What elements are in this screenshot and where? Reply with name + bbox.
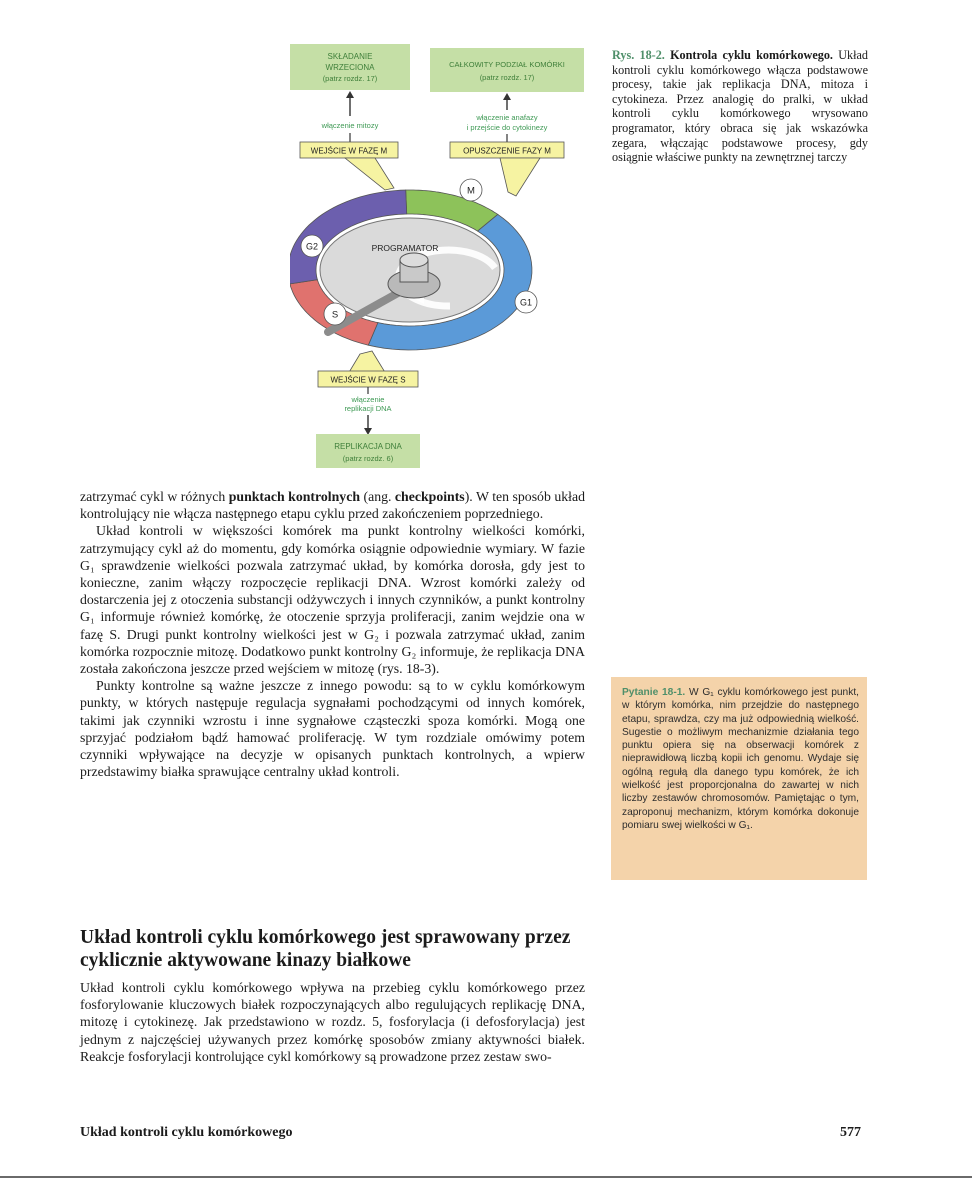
paragraph-1: zatrzymać cykl w różnych punktach kontrolnych (ang. checkpoints). W ten sposób układ kontrolujący nie włącza następnego etapu cyklu przed zakończeniem poprzedniego. (80, 489, 585, 522)
page-number: 577 (840, 1125, 861, 1140)
spindle-box-line2: WRZECIONA (325, 63, 375, 72)
cell-division-box (430, 48, 584, 92)
caption-label: Rys. 18-2. (612, 48, 665, 62)
spindle-box-line1: SKŁADANIE (327, 52, 373, 61)
replication-trigger-label-1: włączenie (351, 395, 385, 404)
phase-g2-label: G2 (305, 241, 319, 252)
paragraph-2: Układ kontroli w większości komórek ma punkt kontrolny wielkości komórki, zatrzymujący cykl aż do momentu, gdy komórka osiągnie odpowiednie wymiary. W fazie G₁ sprawdzenie wielkości pozwala zatrzymać układ, by komórka dorosła, gdy jest to konieczne, zanim włączy rozpoczęcie replikacji DNA. Wzrost komórki zależy od dostarczenia jej z otoczenia substancji odżywczych i innych czynników, a punkt kontrolny G₁ informuje również komórkę, że otoczenie sprzyja proliferacji, zanim wejdzie ona w fazę S. Drugi punkt kontrolny wielkości jest w G₂ i pozwala zatrzymać układ, zanim komórka rozpocznie mitozę. Dodatkowo punkt kontrolny G₂ informuje, że replikacja DNA została zakończona jeszcze przed wejściem w mitozę (rys. 18-3). (80, 523, 585, 677)
running-footer-title: Układ kontroli cyklu komórkowego (80, 1125, 293, 1140)
checkpoints-term: punktach kontrolnych (228, 489, 360, 504)
programmer-label: PROGRAMATOR (371, 243, 439, 253)
paragraph-3: Punkty kontrolne są ważne jeszcze z innego powodu: są to w cyklu komórkowym punkty, w których następuje regulacja sygnałami pochodzącymi od innych komórek, takimi jak czynniki wzrostu i inne sygnałowe cząsteczki spoza komórki. Mogą one sprzyjać podziałom bądź hamować proliferację. W tym rozdziale omówimy potem czynniki wpływające na decyzje w opisanych punktach kontrolnych, a wpierw przedstawimy białka sprawujące centralny układ kontroli. (80, 678, 585, 780)
division-box-ref: (patrz rozdz. 17) (479, 73, 535, 82)
replication-box-line1: REPLIKACJA DNA (334, 442, 402, 451)
phase-g1-label: G1 (519, 297, 533, 308)
cell-cycle-control-diagram (290, 38, 620, 474)
division-box-line1: CAŁKOWITY PODZIAŁ KOMÓRKI (449, 60, 565, 69)
enter-m-label: WEJŚCIE W FAZĘ M (310, 146, 388, 156)
bottom-rule (0, 1176, 972, 1178)
question-text: W G₁ cyklu komórkowego jest punkt, w którym komórka, nim przejdzie do następnego etapu, sprawdza, czy ma już odpowiednią wielkość. Sugestie o możliwym mechanizmie działania tego punktu opiera się na obserwacji komórek z nieprawidłową liczbą kopii ich genomu. Wydaje się ogólną regułą dla danego typu komórek, że ich wielkość jest proporcjonalna do zawartej w nich liczby zestawów chromosomów. Pamiętając o tym, zaproponuj mechanizm, którym komórka dokonuje pomiaru swej wielkości w G₁. (622, 687, 859, 831)
phase-m-label: M (467, 185, 475, 197)
replication-box-ref: (patrz rozdz. 6) (342, 454, 394, 463)
spindle-box-ref: (patrz rozdz. 17) (322, 74, 378, 83)
figure-caption (612, 48, 868, 165)
mitosis-trigger-label: włączenie mitozy (321, 121, 379, 130)
body-text-bottom (80, 979, 585, 1065)
caption-title: Kontrola cyklu komórkowego. (670, 48, 833, 62)
paragraph-4: Układ kontroli cyklu komórkowego wpływa na przebieg cyklu komórkowego przez fosforylowanie kluczowych białek rozpoczynających albo regulujących replikację DNA, mitozę i cytokinezę. Jak przedstawiono w rozdz. 5, fosforylacja (i defosforylacja) jest jednym z najczęściej używanych przez komórkę sposobów zmiany aktywności białek. Reakcje fosforylacji kontrolujące cykl komórkowy są prowadzone przez zestaw swo- (80, 980, 585, 1064)
exit-m-label: OPUSZCZENIE FAZY M (463, 146, 551, 156)
anaphase-trigger-label-2: i przejście do cytokinezy (466, 123, 548, 132)
replication-trigger-label-2: replikacji DNA (344, 404, 392, 413)
question-label: Pytanie 18-1. (622, 687, 686, 698)
anaphase-trigger-label-1: włączenie anafazy (476, 113, 538, 122)
checkpoints-english-term: checkpoints (394, 489, 465, 504)
caption-text: Układ kontroli cyklu komórkowego włącza podstawowe procesy, takie jak replikacja DNA, mitoza i cytokineza. Przez analogię do pralki, w układ kontroli cyklu komórkowego wrysowano programator, który obraca się jak wskazówka zegara, włączając podstawowe procesy, gdy osiągnie właściwe punkty na zewnętrznej tarczy (612, 48, 868, 165)
phase-s-label: S (331, 309, 339, 321)
question-box (611, 677, 867, 880)
body-text-top (80, 488, 585, 780)
enter-s-label: WEJŚCIE W FAZĘ S (330, 375, 406, 385)
section-heading: Układ kontroli cyklu komórkowego jest sprawowany przez cyklicznie aktywowane kinazy białkowe (80, 927, 571, 971)
